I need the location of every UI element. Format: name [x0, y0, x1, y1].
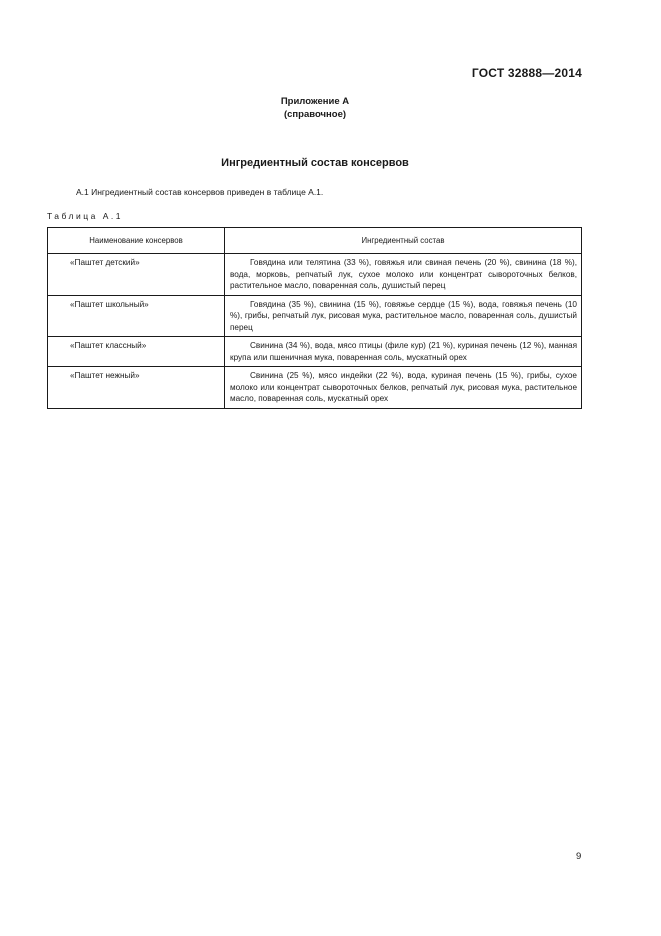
product-name: «Паштет классный»: [48, 337, 225, 367]
standard-code: ГОСТ 32888—2014: [471, 66, 582, 80]
column-header-name: Наименование консервов: [48, 228, 225, 254]
appendix-heading: [0, 95, 630, 121]
product-name: «Паштет нежный»: [48, 367, 225, 409]
ingredients-table: [47, 227, 582, 409]
product-composition: Говядина или телятина (33 %), говяжья или свиная печень (20 %), свинина (18 %), вода, морковь, репчатый лук, сухое молоко или концентрат сывороточных белков, растительное масло, поваренная соль, душистый перец: [225, 254, 582, 296]
table-row: [48, 367, 582, 409]
appendix-title: Приложение А: [280, 96, 350, 107]
table-header-row: [48, 228, 582, 254]
section-title: Ингредиентный состав консервов: [221, 157, 409, 169]
column-header-composition: Ингредиентный состав: [225, 228, 582, 254]
table-row: [48, 337, 582, 367]
product-name: «Паштет детский»: [48, 254, 225, 296]
intro-paragraph: А.1 Ингредиентный состав консервов приведен в таблице А.1.: [76, 187, 324, 197]
page-number: 9: [576, 851, 582, 862]
table-row: [48, 254, 582, 296]
product-composition: Свинина (25 %), мясо индейки (22 %), вода, куриная печень (15 %), грибы, сухое молоко или концентрат сывороточных белков, репчатый лук, рисовая мука, растительное масло, поваренная соль, мускатный орех: [225, 367, 582, 409]
table-caption: Таблица А.1: [47, 211, 123, 221]
table-row: [48, 295, 582, 337]
appendix-subtitle: (справочное): [283, 109, 347, 120]
product-name: «Паштет школьный»: [48, 295, 225, 337]
product-composition: Свинина (34 %), вода, мясо птицы (филе кур) (21 %), куриная печень (12 %), манная крупа или пшеничная мука, поваренная соль, мускатный орех: [225, 337, 582, 367]
product-composition: Говядина (35 %), свинина (15 %), говяжье сердце (15 %), вода, говяжья печень (10 %), грибы, репчатый лук, рисовая мука, растительное масло, поваренная соль, душистый перец: [225, 295, 582, 337]
